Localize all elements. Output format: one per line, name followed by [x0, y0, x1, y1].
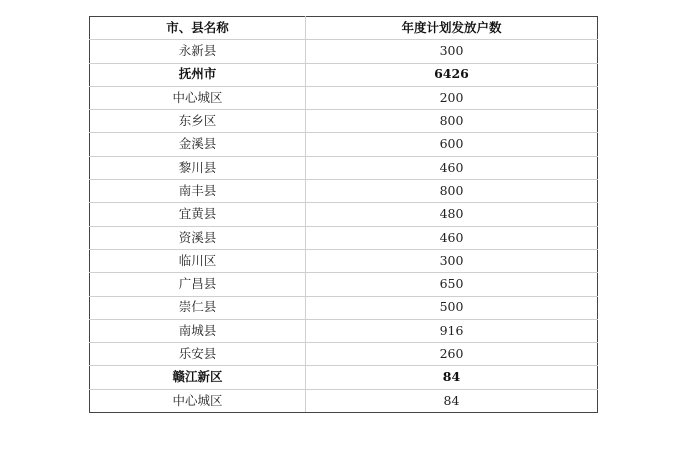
row-name: 中心城区 [90, 86, 306, 109]
row-value: 300 [306, 249, 598, 272]
row-value: 916 [306, 319, 598, 342]
header-name: 市、县名称 [90, 17, 306, 40]
row-name: 广昌县 [90, 273, 306, 296]
table-row [90, 110, 598, 133]
row-value: 480 [306, 203, 598, 226]
row-name: 黎川县 [90, 156, 306, 179]
row-value: 6426 [306, 63, 598, 86]
table-row [90, 319, 598, 342]
table-row-group [90, 63, 598, 86]
row-name: 赣江新区 [90, 366, 306, 389]
row-value: 500 [306, 296, 598, 319]
row-value: 300 [306, 40, 598, 63]
row-name: 宜黄县 [90, 203, 306, 226]
row-value: 84 [306, 366, 598, 389]
row-value: 800 [306, 180, 598, 203]
row-name: 南丰县 [90, 180, 306, 203]
table-row [90, 180, 598, 203]
row-name: 临川区 [90, 249, 306, 272]
table-row [90, 86, 598, 109]
header-count: 年度计划发放户数 [306, 17, 598, 40]
table-row [90, 343, 598, 366]
table-row [90, 203, 598, 226]
table-row [90, 296, 598, 319]
row-value: 200 [306, 86, 598, 109]
row-value: 650 [306, 273, 598, 296]
table-row [90, 133, 598, 156]
table-row [90, 389, 598, 412]
table-row [90, 226, 598, 249]
row-value: 84 [306, 389, 598, 412]
table-row [90, 40, 598, 63]
row-name: 资溪县 [90, 226, 306, 249]
row-name: 南城县 [90, 319, 306, 342]
row-value: 460 [306, 156, 598, 179]
row-name: 抚州市 [90, 63, 306, 86]
plan-table [89, 16, 598, 413]
table-header-row [90, 17, 598, 40]
table-row [90, 156, 598, 179]
table-row [90, 273, 598, 296]
row-value: 600 [306, 133, 598, 156]
table-row-group [90, 366, 598, 389]
row-value: 260 [306, 343, 598, 366]
row-name: 乐安县 [90, 343, 306, 366]
row-name: 中心城区 [90, 389, 306, 412]
row-name: 崇仁县 [90, 296, 306, 319]
table-row [90, 249, 598, 272]
row-name: 金溪县 [90, 133, 306, 156]
row-value: 800 [306, 110, 598, 133]
row-value: 460 [306, 226, 598, 249]
row-name: 东乡区 [90, 110, 306, 133]
row-name: 永新县 [90, 40, 306, 63]
